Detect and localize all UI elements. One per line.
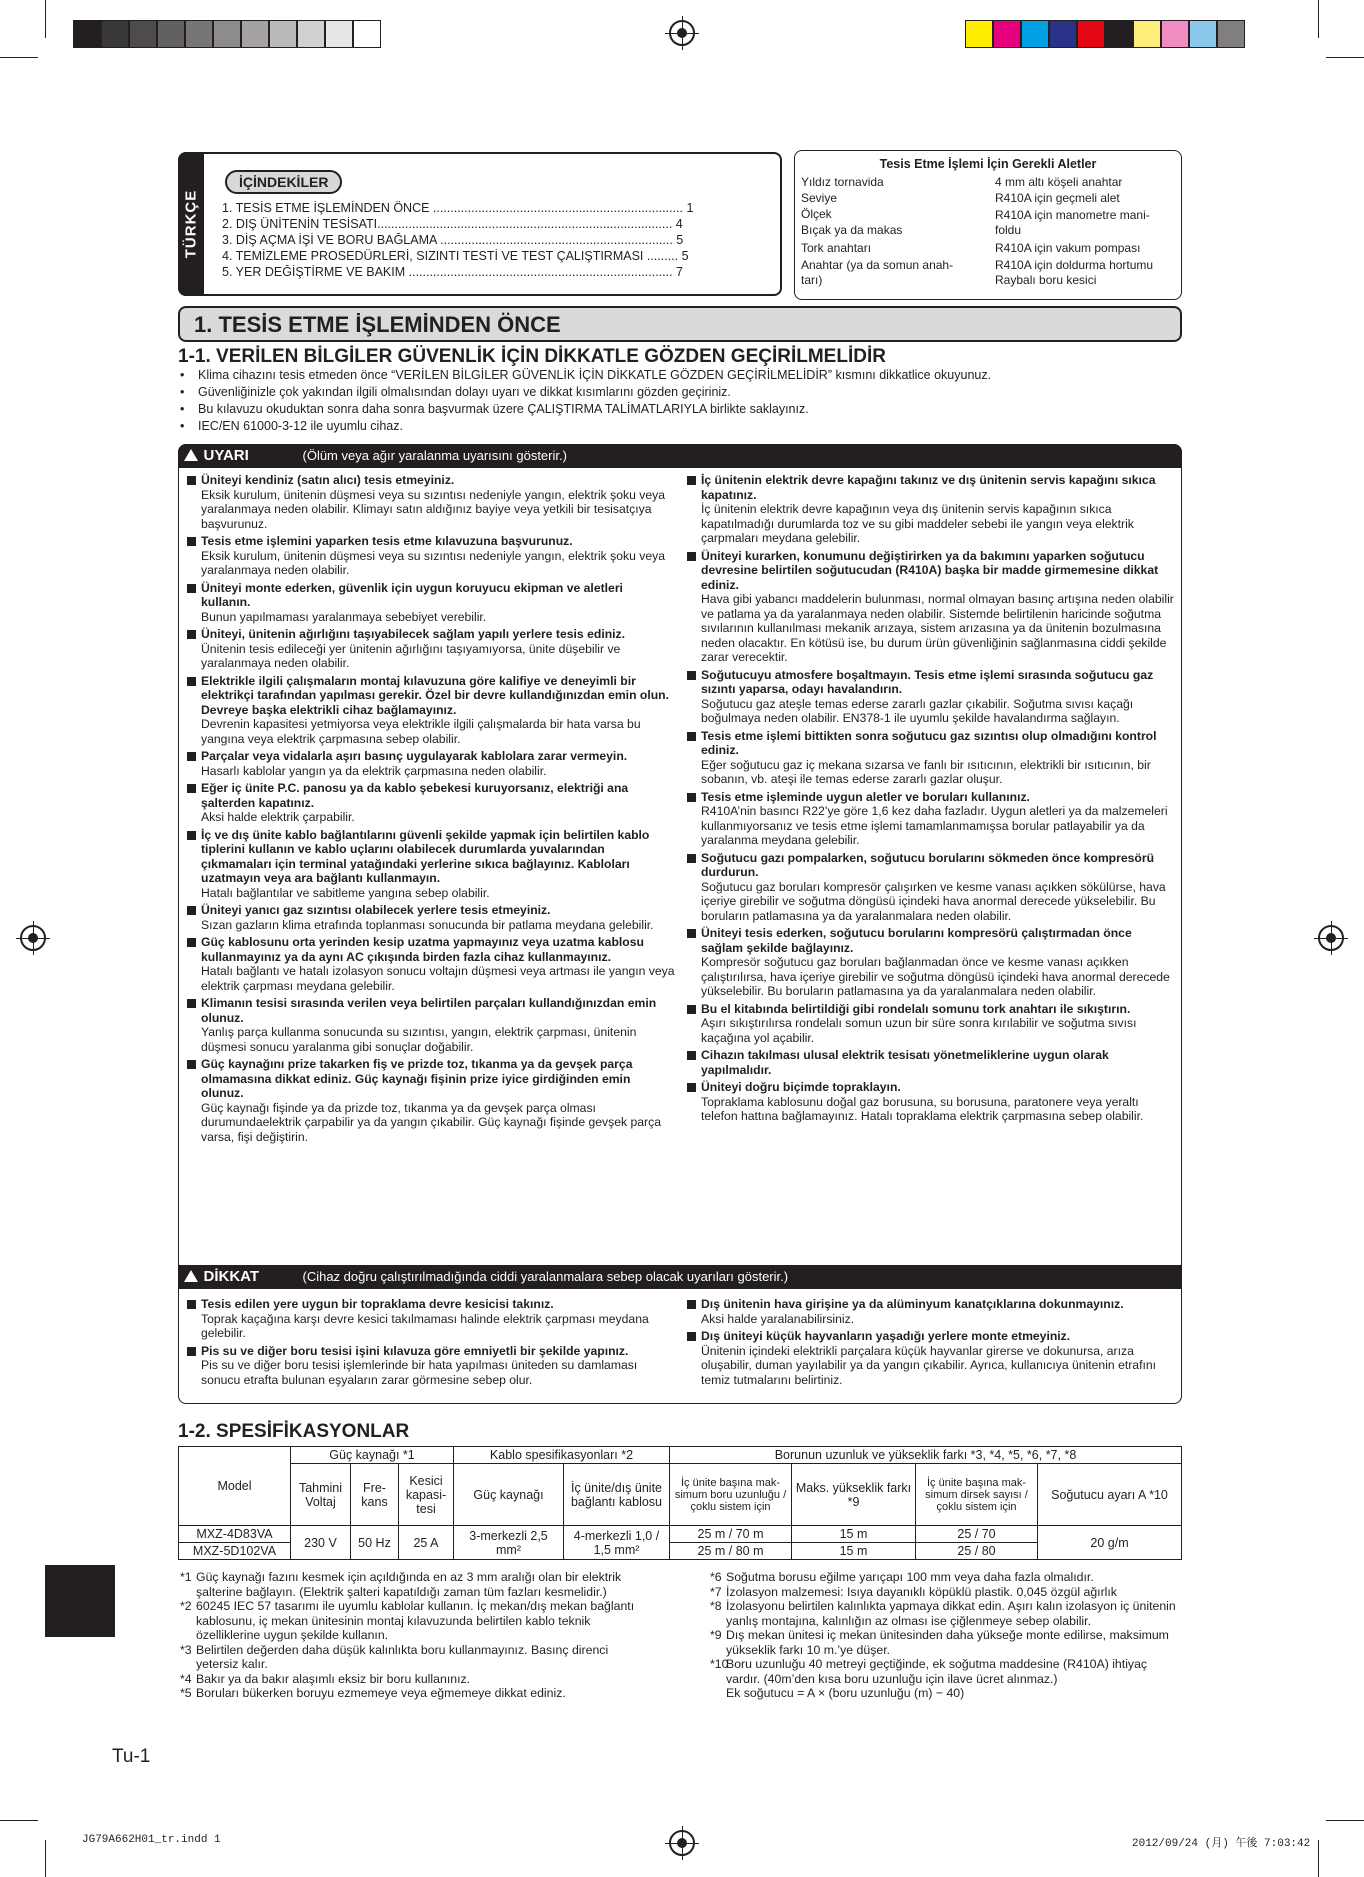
safety-item-heading: Parçalar veya vidalarla aşırı basınç uygulayarak kablolara zarar vermeyin. [201, 749, 628, 763]
tool-item: Yıldız tornavida [801, 175, 884, 189]
footnotes-right [710, 1570, 1184, 1701]
safety-item [185, 1344, 675, 1388]
safety-item [685, 926, 1177, 999]
safety-item-text: Aksi halde elektrik çarpabilir. [201, 810, 355, 824]
footnote-text: Soğutma borusu eğilme yarıçapı 100 mm veya daha fazla olmalıdır. [726, 1570, 1094, 1584]
safety-item-text: Ünitenin tesis edileceği yer ünitenin ağırlığını taşıyamıyorsa, ünite düşebilir ve yaralanmaya neden olabilir. [201, 641, 621, 670]
cell-cable-power: 3-merkezli 2,5 mm² [454, 1526, 564, 1560]
footnote-key: *5 [180, 1686, 192, 1700]
warning-desc: (Ölüm veya ağır yaralanma uyarısını gösterir.) [302, 447, 567, 463]
safety-item [185, 1057, 675, 1144]
cell-model: MXZ-4D83VA [179, 1526, 291, 1543]
crop-mark [45, 0, 46, 38]
color-swatch [129, 20, 157, 48]
safety-item-text: Toprak kaçağına karşı devre kesici takılmaması halinde elektrik çarpması meydana gelebilir. [201, 1311, 649, 1340]
tool-item: Tork anahtarı [801, 241, 872, 255]
safety-item-text: Aşırı sıkıştırılırsa rondelalı somun uzun bir süre sonra kırılabilir ve soğutma sıvısı kaçağına yol açabilir. [701, 1016, 1137, 1045]
color-swatch [101, 20, 129, 48]
footnote [180, 1570, 652, 1599]
safety-item-heading: Cihazın takılması ulusal elektrik tesisatı yönetmeliklerine uygun olarak yapılmalıdır. [701, 1048, 1109, 1077]
color-swatch [965, 20, 993, 48]
th-freq: Fre-kans [351, 1464, 399, 1526]
tool-item: Bıçak ya da makas [801, 223, 903, 237]
toc-title: İÇİNDEKİLER [225, 170, 342, 194]
caution-right-column [685, 1297, 1177, 1390]
safety-item-text: Sızan gazların klima etrafında toplanması sonucunda bir patlama meydana gelebilir. [201, 917, 654, 932]
color-swatch [1217, 20, 1245, 48]
footnote [180, 1599, 652, 1643]
safety-item [185, 534, 675, 578]
cell-bends: 25 / 80 [916, 1543, 1038, 1560]
safety-item-heading: Dış üniteyi küçük hayvanların yaşadığı yerlere monte etmeyiniz. [701, 1329, 1071, 1343]
th-voltage: Tahmini Voltaj [291, 1464, 351, 1526]
footnote-text: Boru uzunluğu 40 metreyi geçtiğinde, ek soğutma maddesine (R410A) ihtiyaç vardır. (40m’den kısa boru uzunluğu için ilave ücret alınmaz.) [726, 1657, 1148, 1686]
footnote-key: *4 [180, 1671, 192, 1686]
cell-height: 15 m [792, 1526, 916, 1543]
safety-item [185, 903, 675, 932]
color-swatch [353, 20, 381, 48]
safety-item-text: Hatalı bağlantı ve hatalı izolasyon sonucu voltajın düşmesi veya artması ile yangın veya elektrik çarpması meydana gelebilir. [201, 964, 675, 993]
cell-voltage: 230 V [291, 1526, 351, 1560]
color-swatch [213, 20, 241, 48]
color-swatch [185, 20, 213, 48]
cell-len: 25 m / 70 m [670, 1526, 792, 1543]
footnote [180, 1643, 652, 1672]
bullet-item: • IEC/EN 61000-3-12 ile uyumlu cihaz. [180, 419, 403, 433]
footnote [180, 1672, 652, 1687]
caution-icon [184, 1270, 198, 1282]
safety-item-text: Eğer soğutucu gaz iç mekana sızarsa ve fanlı bir ısıtıcının, elektrikli bir ısıtıcının, bir sobanın, vb. ateşi ile temas ederse zararlı gazlar oluşur. [701, 757, 1151, 786]
footnote-key: *7 [710, 1584, 722, 1599]
color-swatch [157, 20, 185, 48]
caution-left-column [185, 1297, 675, 1390]
safety-item [185, 581, 675, 625]
th-height: Maks. yükseklik farkı *9 [792, 1464, 916, 1526]
caution-banner [178, 1265, 1182, 1289]
color-swatch [241, 20, 269, 48]
color-swatch [1049, 20, 1077, 48]
safety-item [185, 996, 675, 1054]
cell-len: 25 m / 80 m [670, 1543, 792, 1560]
tool-item: Seviye [801, 191, 838, 205]
safety-item [685, 790, 1177, 848]
toc-item[interactable]: 4. TEMİZLEME PROSEDÜRLERİ, SIZINTI TESTİ VE TEST ÇALIŞTIRMASI ......... 5 [222, 249, 689, 263]
color-swatch [1161, 20, 1189, 48]
footnote-text: 60245 IEC 57 tasarımı ile uyumlu kablolar kullanın. İç mekan/dış mekan bağlantı kablosunu, iç mekan ünitesinin montaj kılavuzunda belirtilen kablo teknik özelliklerine uygun şekilde kullanın. [196, 1599, 635, 1642]
safety-item [685, 1297, 1177, 1326]
tool-item: Ölçek [801, 207, 832, 221]
footnote-key: *8 [710, 1599, 722, 1613]
registration-mark-icon [20, 925, 46, 951]
tool-item: Raybalı boru kesici [995, 273, 1097, 287]
footnote-text: Ek soğutucu = A × (boru uzunluğu (m) − 40) [726, 1686, 965, 1700]
safety-item-text: Kompresör soğutucu gaz boruları bağlanmadan önce ve kesme vanası açıkken çalıştırılırsa, hava içeriye girebilir ve soğutma döngüsü içindeki hava anormal derecede yükselebilir. Bu boruların patlamasına ya da yaralanmalara neden olabilir. [701, 955, 1170, 998]
th-cable-unit: İç ünite/dış ünite bağlantı kablosu [564, 1464, 670, 1526]
footnote-key: *2 [180, 1599, 192, 1613]
safety-item [185, 627, 675, 671]
toc-item[interactable]: 1. TESİS ETME İŞLEMİNDEN ÖNCE ........................................................................ 1 [222, 201, 694, 215]
color-swatch [1077, 20, 1105, 48]
th-cable: Kablo spesifikasyonları *2 [454, 1447, 670, 1464]
safety-item-heading: Elektrikle ilgili çalışmaların montaj kılavuzuna göre kalifiye ve deneyimli bir elektrikçi tarafından yapılması gerekir. Özel bir devre kullandığınızdan emin olun. Devreye başka elektrikli cihaz bağlamayınız. [201, 673, 670, 717]
cell-freq: 50 Hz [351, 1526, 399, 1560]
footnote [710, 1657, 1184, 1686]
toc-item[interactable]: 2. DIŞ ÜNİTENİN TESİSATI..................................................................................... 4 [222, 217, 683, 231]
safety-item [185, 935, 675, 993]
safety-item [685, 668, 1177, 726]
registration-mark-icon [669, 20, 695, 46]
warning-label: UYARI [184, 447, 249, 464]
table-of-contents [178, 152, 782, 296]
language-tab [178, 152, 204, 296]
safety-item-text: Ünitenin içindeki elektrikli parçalara küçük hayvanlar girerse ve dokunursa, arıza oluşabilir, duman yayılabilir ya da yangın çıkabilir. Ayrıca, kullanıcıya ünitenin etrafını temiz tutmalarını belirtiniz. [701, 1343, 1157, 1387]
safety-item-heading: Üniteyi yanıcı gaz sızıntısı olabilecek yerlere tesis etmeyiniz. [201, 903, 551, 917]
crop-mark [1318, 1840, 1319, 1877]
cell-model: MXZ-5D102VA [179, 1543, 291, 1560]
safety-item-heading: Güç kaynağını prize takarken fiş ve prizde toz, tıkanma ya da gevşek parça olmamasına dikkat ediniz. Güç kaynağı fişinin prize iyice girdiğinden emin olunuz. [201, 1057, 633, 1100]
safety-item-heading: Pis su ve diğer boru tesisi işini kılavuza göre emniyetli bir şekilde yapınız. [201, 1343, 629, 1358]
safety-item-text: R410A’nin basıncı R22’ye göre 1,6 kez daha fazladır. Uygun aletleri ya da malzemeleri kullanmıyorsanız ve tesis etme işlemi tamamlanmamışsa borular patlayabilir ya da yaralanma meydana gelebilir. [701, 804, 1168, 847]
safety-item-heading: Üniteyi kendiniz (satın alıcı) tesis etmeyiniz. [201, 473, 455, 487]
footnote [710, 1585, 1184, 1600]
th-pipe: Borunun uzunluk ve yükseklik farkı *3, *4, *5, *6, *7, *8 [670, 1447, 1182, 1464]
th-bends: İç ünite başına mak-simum dirsek sayısı / çoklu sistem için [916, 1464, 1038, 1526]
safety-item-text: Hatalı bağlantılar ve sabitleme yangına sebep olabilir. [201, 885, 490, 900]
safety-item [685, 1002, 1177, 1046]
safety-item-heading: Üniteyi tesis ederken, soğutucu borularını kompresörü çalıştırmadan önce sağlam şekilde bağlayınız. [701, 926, 1132, 955]
page-number: Tu-1 [112, 1746, 151, 1767]
safety-item [685, 1329, 1177, 1387]
color-swatch [1105, 20, 1133, 48]
crop-mark [1326, 1820, 1364, 1821]
warning-banner [178, 444, 1182, 468]
safety-item-text: Soğutucu gaz ateşle temas ederse zararlı gazlar çıkabilir. Soğutma sıvısı kaçağı boğulmaya neden olabilir. EN378-1 ile uyumlu şekilde havalandırma sağlayın. [701, 696, 1134, 725]
safety-item-text: Soğutucu gaz boruları kompresör çalışırken ve kesme vanası açıkken sökülürse, hava içeriye girebilir ve soğutma döngüsü içindeki hava anormal derecede yükselebilir. Bu boruların patlamasına ya da yaralanmalara neden olabilir. [701, 879, 1166, 923]
registration-mark-icon [669, 1830, 695, 1856]
safety-item-heading: Soğutucuyu atmosfere boşaltmayın. Tesis etme işlemi sırasında soğutucu gaz sızıntı yaparsa, odayı havalandırın. [701, 667, 1154, 696]
safety-item-text: Aksi halde yaralanabilirsiniz. [701, 1311, 855, 1326]
footnote-text: Güç kaynağı fazını kesmek için açıldığında en az 3 mm aralığı olan bir elektrik şalterine bağlayın. (Elektrik şalteri kapatıldığı zaman tüm fazları kesmelidir.) [196, 1570, 622, 1599]
th-charge: Soğutucu ayarı A *10 [1038, 1464, 1182, 1526]
color-swatch [325, 20, 353, 48]
toc-item[interactable]: 3. DİŞ AÇMA İŞİ VE BORU BAĞLAMA ................................................................... 5 [222, 233, 684, 247]
safety-item-text: Güç kaynağı fişinde ya da prizde toz, tıkanma ya da gevşek parça olması durumundaelektrik çarpabilir ya da yangın çıkabilir. Güç kaynağı fişinde gevşek parça varsa, fişi değiştirin. [201, 1100, 661, 1144]
color-swatch [1133, 20, 1161, 48]
warning-icon [184, 449, 198, 461]
subsection-title: 1-1. VERİLEN BİLGİLER GÜVENLİK İÇİN DİKKATLE GÖZDEN GEÇİRİLMELİDİR [178, 346, 886, 367]
safety-item-heading: İç ve dış ünite kablo bağlantılarını güvenli şekilde yapmak için belirtilen kablo tiplerini kullanın ve kablo uçlarını olabilecek durumlarda yuvalarından çıkmamaları için terminal yatağındaki yerlerine sıkıca bağlayınız. Kabloları uzatmayın veya ara bağlantı kullanmayın. [201, 827, 650, 885]
tool-item: R410A için vakum pompası [995, 241, 1141, 255]
color-swatch [1189, 20, 1217, 48]
safety-item-text: Yanlış parça kullanma sonucunda su sızıntısı, yangın, elektrik çarpması, ünitenin düşmesi sonucu yaralanma gibi sonuçlar doğabilir. [201, 1025, 637, 1054]
cell-cable-unit: 4-merkezli 1,0 / 1,5 mm² [564, 1526, 670, 1560]
safety-item-heading: Tesis etme işlemi bittikten sonra soğutucu gaz sızıntısı olup olmadığını kontrol ediniz. [701, 728, 1157, 757]
tool-item: foldu [995, 223, 1022, 237]
color-swatch [269, 20, 297, 48]
safety-item-heading: Dış ünitenin hava girişine ya da alüminyum kanatçıklarına dokunmayınız. [701, 1297, 1124, 1311]
safety-item-heading: Klimanın tesisi sırasında verilen veya belirtilen parçaları kullandığınızdan emin olunuz. [201, 996, 657, 1025]
safety-item-text: Eksik kurulum, ünitenin düşmesi veya su sızıntısı nedeniyle yangın, elektrik şoku veya yaralanmaya neden olabilir. Klimayı satın aldığınız bayiye veya yetkili bir tesisatçıya başvurunuz. [201, 487, 666, 531]
cell-height: 15 m [792, 1543, 916, 1560]
bullet-item: • Bu kılavuzu okuduktan sonra daha sonra başvurmak üzere ÇALIŞTIRMA TALİMATLARIYLA birlikte saklayınız. [180, 402, 809, 416]
language-label: TÜRKÇE [182, 189, 200, 259]
safety-item-text: Hasarlı kablolar yangın ya da elektrik çarpmasına neden olabilir. [201, 763, 547, 778]
th-breaker: Kesici kapasi-tesi [399, 1464, 454, 1526]
tool-item: 4 mm altı köşeli anahtar [995, 175, 1123, 189]
page-tab-marker [45, 1565, 115, 1637]
th-model: Model [179, 1447, 291, 1526]
footnote-text: Bakır ya da bakır alaşımlı eksiz bir boru kullanınız. [196, 1671, 471, 1686]
crop-mark [45, 1840, 46, 1877]
section-title: 1. TESİS ETME İŞLEMİNDEN ÖNCE [194, 312, 561, 337]
safety-item [685, 1048, 1177, 1077]
safety-item-heading: Eğer iç ünite P.C. panosu ya da kablo şebekesi kuruyorsanız, elektriği ana şalterden kapatınız. [201, 781, 629, 810]
safety-item [685, 1080, 1177, 1124]
th-len: İç ünite başına mak-simum boru uzunluğu / çoklu sistem için [670, 1464, 792, 1526]
bullet-item: • Güvenliğinizle çok yakından ilgili olmalısından dolayı uyarı ve dikkat kısımlarını gözden geçiriniz. [180, 385, 731, 399]
cell-bends: 25 / 70 [916, 1526, 1038, 1543]
cell-charge: 20 g/m [1038, 1526, 1182, 1560]
subsection-title: 1-2. SPESİFİKASYONLAR [178, 1421, 410, 1442]
safety-item [185, 674, 675, 747]
safety-item [185, 473, 675, 531]
tool-item: tarı) [801, 273, 823, 287]
toc-item[interactable]: 5. YER DEĞİŞTİRME VE BAKIM ............................................................................ 7 [222, 265, 683, 279]
cell-breaker: 25 A [399, 1526, 454, 1560]
spec-table [178, 1446, 1182, 1560]
safety-item-heading: Tesis etme işleminde uygun aletler ve boruları kullanınız. [701, 789, 1030, 804]
safety-box [178, 444, 1182, 1404]
safety-item [185, 781, 675, 825]
tool-item: R410A için manometre mani- [995, 208, 1150, 222]
tool-item: R410A için geçmeli alet [995, 191, 1120, 205]
footnote [710, 1628, 1184, 1657]
footnote-text: Boruları bükerken boruyu ezmemeye veya eğmemeye dikkat ediniz. [196, 1686, 566, 1700]
print-slug-file: JG79A662H01_tr.indd 1 [82, 1834, 221, 1846]
safety-item [685, 473, 1177, 546]
footnote-key: *1 [180, 1570, 192, 1584]
safety-item-heading: Bu el kitabında belirtildiği gibi rondelalı somunu tork anahtarı ile sıkıştırın. [701, 1001, 1131, 1016]
crop-mark [1318, 0, 1319, 38]
safety-item-text: Pis su ve diğer boru tesisi işlemlerinde bir hata yapılması üniteden su damlaması sonucu etrafta bulunan eşyaların zarar görmesine sebep olur. [201, 1358, 638, 1387]
safety-item-text: Eksik kurulum, ünitenin düşmesi veya su sızıntısı nedeniyle yangın, elektrik şoku veya yaralanmaya neden olabilir. [201, 548, 666, 577]
tools-title: Tesis Etme İşlemi İçin Gerekli Aletler [879, 157, 1097, 171]
footnote-key: *3 [180, 1642, 192, 1657]
footnote-key: *9 [710, 1628, 722, 1642]
safety-item-heading: Üniteyi doğru biçimde topraklayın. [701, 1080, 901, 1094]
footnote [180, 1686, 652, 1701]
tool-item: R410A için doldurma hortumu [995, 258, 1154, 272]
th-power: Güç kaynağı *1 [291, 1447, 454, 1464]
safety-item-heading: Üniteyi kurarken, konumunu değiştirirken ya da bakımını yaparken soğutucu devresine belirtilen soğutucudan (R410A) başka bir madde girmemesine dikkat ediniz. [701, 548, 1159, 592]
safety-item-text: Hava gibi yabancı maddelerin bulunması, normal olmayan basınç artışına neden olabilir ve patlama ya da yaralanmaya neden olabilir. Sistemde belirtilenin haricinde soğutma sıvılarının kullanılması mekanik arızaya, sistem arızasına ya da ünitenin bozulmasına neden olacaktır. En kötüsü ise, bu durum ürün güvenliğinin sağlanmasına ciddi şekilde zarar verecektir. [701, 592, 1174, 664]
tool-item: Anahtar (ya da somun anah- [801, 258, 954, 272]
footnote-key: *6 [710, 1570, 722, 1584]
footnote [710, 1599, 1184, 1628]
crop-mark [0, 1820, 38, 1821]
color-swatch [993, 20, 1021, 48]
safety-item [185, 828, 675, 901]
safety-item-heading: Üniteyi, ünitenin ağırlığını taşıyabilecek sağlam yapılı yerlere tesis ediniz. [201, 627, 626, 641]
th-cable-power: Güç kaynağı [454, 1464, 564, 1526]
print-slug-date: 2012/09/24 (月) 午後 7:03:42 [1132, 1838, 1311, 1850]
footnote-key: *10 [710, 1657, 729, 1671]
safety-item-text: Devrenin kapasitesi yetmiyorsa veya elektrikle ilgili çalışmalarda bir hata varsa bu yangına veya elektrik çarpmasına sebep olabilir. [201, 717, 641, 746]
color-swatch [297, 20, 325, 48]
footnote-text: Belirtilen değerden daha düşük kalınlıkta boru kullanmayınız. Basınç direnci yetersiz kalır. [196, 1642, 609, 1671]
safety-item-heading: Tesis edilen yere uygun bir topraklama devre kesicisi takınız. [201, 1297, 554, 1311]
safety-item-text: İç ünitenin elektrik devre kapağının veya dış ünitenin servis kapağının sıkıca kapatılmadığı durumlarda toz ve su gibi maddeler sebebi ile yangın veya elektrik çarpmaları meydana gelebilir. [701, 502, 1134, 545]
footnote-text: İzolasyon malzemesi: Isıya dayanıklı köpüklü plastik. 0,045 özgül ağırlık [726, 1584, 1117, 1599]
caution-desc: (Cihaz doğru çalıştırılmadığında ciddi yaralanmalara sebep olacak uyarıları gösterir.) [302, 1269, 789, 1284]
bullet-item: • Klima cihazını tesis etmeden önce “VERİLEN BİLGİLER GÜVENLİK İÇİN DİKKATLE GÖZDEN GEÇİRİLMELİDİR” kısmını dikkatlice okuyunuz. [180, 368, 991, 382]
warning-right-column [685, 473, 1177, 1127]
safety-item [685, 729, 1177, 787]
safety-item-heading: Soğutucu gazı pompalarken, soğutucu borularını sökmeden önce kompresörü durdurun. [701, 850, 1155, 879]
footnotes-left [180, 1570, 652, 1701]
safety-item-heading: İç ünitenin elektrik devre kapağını takınız ve dış ünitenin servis kapağını sıkıca kapatınız. [701, 473, 1156, 502]
safety-item-heading: Üniteyi monte ederken, güvenlik için uygun koruyucu ekipman ve aletleri kullanın. [201, 580, 623, 609]
warning-left-column [185, 473, 675, 1147]
safety-item-heading: Güç kablosunu orta yerinden kesip uzatma yapmayınız veya uzatma kablosu kullanmayınız ya da aynı AC çıkışında birden fazla cihaz kullanmayınız. [201, 935, 644, 964]
crop-mark [0, 57, 38, 58]
color-swatch [73, 20, 101, 48]
safety-item [685, 851, 1177, 924]
registration-mark-icon [1318, 925, 1344, 951]
safety-item [685, 549, 1177, 665]
required-tools-box [794, 150, 1182, 300]
safety-item-text: Bunun yapılmaması yaralanmaya sebebiyet verebilir. [201, 609, 487, 624]
section-heading [178, 306, 1182, 342]
footnote [710, 1686, 1184, 1701]
color-swatch [1021, 20, 1049, 48]
footnote-text: İzolasyonu belirtilen kalınlıkta yapmaya dikkat edin. Aşırı kalın izolasyon iç ünitenin yanlış montajına, kalınlığın az olması ise çiğlenmeye sebep olabilir. [726, 1599, 1176, 1628]
crop-mark [1326, 57, 1364, 58]
safety-item-text: Topraklama kablosunu doğal gaz borusuna, su borusuna, paratonere veya yeraltı telefon hattına bağlamayınız. Hatalı topraklama elektrik çarpmasına sebep olabilir. [701, 1094, 1144, 1123]
safety-item-heading: Tesis etme işlemini yaparken tesis etme kılavuzuna başvurunuz. [201, 534, 573, 548]
caution-label: DİKKAT [184, 1268, 260, 1285]
safety-item [185, 1297, 675, 1341]
footnote [710, 1570, 1184, 1585]
safety-item [185, 749, 675, 778]
footnote-text: Dış mekan ünitesi iç mekan ünitesinden daha yükseğe monte edilirse, maksimum yükseklik farkı 10 m.’ye düşer. [726, 1628, 1169, 1657]
